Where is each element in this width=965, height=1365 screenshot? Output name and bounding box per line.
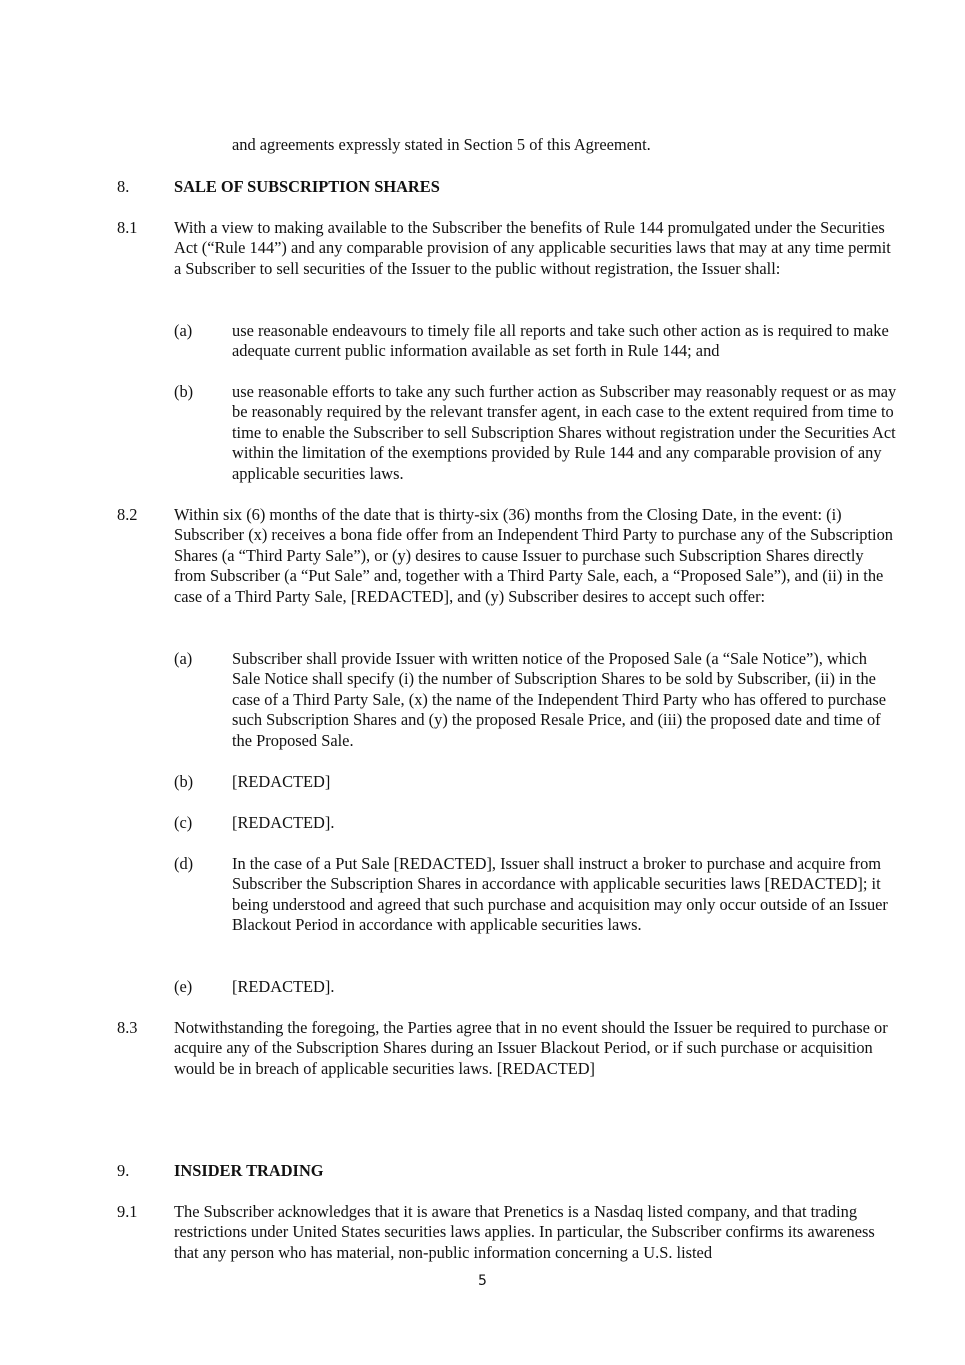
clause-8-2-c-label: (c) xyxy=(174,813,193,832)
clause-8-1-b-text: use reasonable efforts to take any such further action as Subscriber may reasonably request or as may be reasonably required by the relevant transfer agent, in each case to the extent required from time to time to enable the Subscriber to sell Subscription Shares without registration under the Securities Act within the limitation of the exemptions provided by Rule 144 and any comparable provision of any applicable securities laws. xyxy=(232,382,897,483)
clause-8-1-a-label: (a) xyxy=(174,321,193,340)
clause-8-2-b-text: [REDACTED] xyxy=(232,772,331,791)
clause-8-2-e-text: [REDACTED]. xyxy=(232,977,335,996)
section-9-number: 9. xyxy=(117,1161,130,1180)
clause-8-2-a-label: (a) xyxy=(174,649,193,668)
clause-8-2-c-text: [REDACTED]. xyxy=(232,813,335,832)
clause-9-1-number: 9.1 xyxy=(117,1202,138,1221)
page-number: 5 xyxy=(478,1273,487,1289)
clause-8-2-e-label: (e) xyxy=(174,977,193,996)
section-8-number: 8. xyxy=(117,177,130,196)
clause-8-1-a-text: use reasonable endeavours to timely file all reports and take such other action as is required to make adequate current public information available as set forth in Rule 144; and xyxy=(232,321,889,361)
clause-8-2-number: 8.2 xyxy=(117,505,138,524)
carryover-text: and agreements expressly stated in Section 5 of this Agreement. xyxy=(232,135,651,154)
clause-8-2-b-label: (b) xyxy=(174,772,194,791)
clause-8-2-d-text: In the case of a Put Sale [REDACTED], Issuer shall instruct a broker to purchase and acquire from Subscriber the Subscription Shares in accordance with applicable securities laws [REDACTED]; it being understood and agreed that such purchase and acquisition may only occur outside of an Issuer Blackout Period in accordance with applicable securities laws. xyxy=(232,854,888,935)
section-8-title: SALE OF SUBSCRIPTION SHARES xyxy=(174,177,440,196)
clause-8-2-d-label: (d) xyxy=(174,854,194,873)
section-9-title: INSIDER TRADING xyxy=(174,1161,324,1180)
clause-9-1-text: The Subscriber acknowledges that it is aware that Prenetics is a Nasdaq listed company, and that trading restrictions under United States securities laws applies. In particular, the Subscriber confirms its awareness that any person who has material, non-public information concerning a U.S. listed xyxy=(174,1202,875,1262)
clause-8-1-text: With a view to making available to the Subscriber the benefits of Rule 144 promulgated under the Securities Act (“Rule 144”) and any comparable provision of any applicable securities laws that may at any time permit a Subscriber to sell securities of the Issuer to the public without registration, the Issuer shall: xyxy=(174,218,891,278)
clause-8-2-a-text: Subscriber shall provide Issuer with written notice of the Proposed Sale (a “Sale Notice”), which Sale Notice shall specify (i) the number of Subscription Shares to be sold by Subscriber, (ii) in the case of a Third Party Sale, (x) the name of the Independent Third Party who has offered to purchase such Subscription Shares and (y) the proposed Resale Price, and (iii) the proposed date and time of the Proposed Sale. xyxy=(232,649,887,750)
clause-8-2-text: Within six (6) months of the date that is thirty-six (36) months from the Closing Date, in the event: (i) Subscriber (x) receives a bona fide offer from an Independent Third Party to purchase any of the Subscription Shares (a “Third Party Sale”), or (y) desires to cause Issuer to purchase such Subscription Shares directly from Subscriber (a “Put Sale” and, together with a Third Party Sale, each, a “Proposed Sale”), and (ii) in the case of a Third Party Sale, [REDACTED], and (y) Subscriber desires to accept such offer: xyxy=(174,505,893,606)
clause-8-3-number: 8.3 xyxy=(117,1018,138,1037)
clause-8-1-b-label: (b) xyxy=(174,382,194,401)
clause-8-3-text: Notwithstanding the foregoing, the Parties agree that in no event should the Issuer be required to purchase or acquire any of the Subscription Shares during an Issuer Blackout Period, or if such purchase or acquisition would be in breach of applicable securities laws. [REDACTED] xyxy=(174,1018,888,1078)
clause-8-1-number: 8.1 xyxy=(117,218,138,237)
